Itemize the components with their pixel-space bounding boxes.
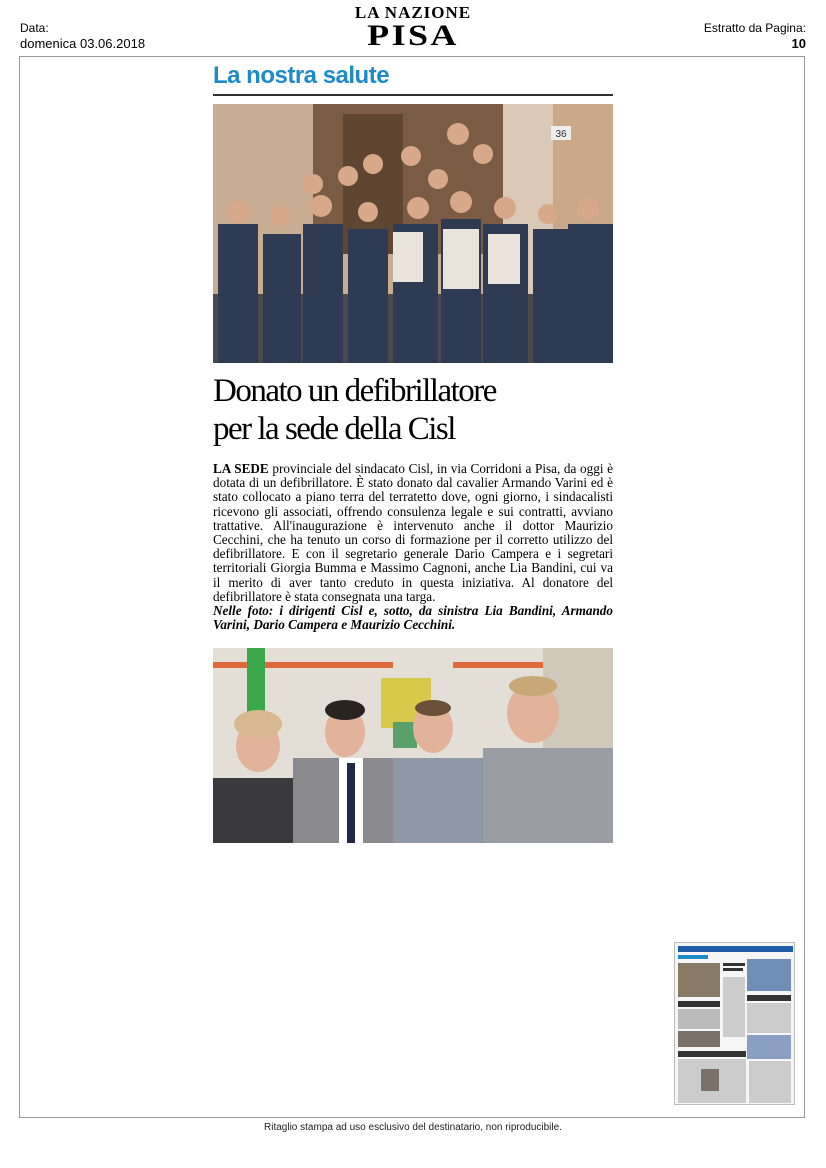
article-body — [213, 462, 613, 632]
page-thumbnail — [674, 942, 795, 1105]
page-thumbnail-illustration — [675, 943, 795, 1105]
group-photo — [213, 104, 613, 363]
date-value: domenica 03.06.2018 — [20, 36, 146, 51]
section-title: La nostra salute — [213, 62, 390, 89]
section-heading — [213, 62, 613, 96]
group-photo-illustration — [213, 104, 613, 363]
house-number: 36 — [555, 129, 567, 140]
article-lead: LA SEDE — [213, 461, 269, 476]
date-label: Data: — [20, 21, 49, 35]
copyright-notice: Ritaglio stampa ad uso esclusivo del destinatario, non riproducibile. — [264, 1122, 562, 1133]
page-block — [704, 20, 806, 52]
headline-line-1: Donato un defibrillatore — [213, 373, 496, 409]
portrait-photo-illustration — [213, 648, 613, 843]
page-label: Estratto da Pagina: — [703, 21, 806, 35]
headline-line-2: per la sede della Cisl — [213, 411, 455, 447]
article-headline — [213, 372, 613, 448]
article-text: provinciale del sindacato Cisl, in via Corridoni a Pisa, da oggi è dotata di un defibrillatore. È stato donato dal cavalier Armando Varini ed è stato collocato a piano terra del terratetto dove, ogni giorno, i sindacalisti ricevono gli associati, offrendo consulenza legale e sui contratti, avviano trattative. All'inaugurazione è intervenuto anche il dottor Maurizio Cecchini, che ha tenuto un corso di formazione per il corretto utilizzo del defibrillatore. E con il segretario generale Dario Campera e i segretari territoriali Giorgia Bumma e Massimo Cagnoni, anche Lia Bandini, cui va il merito di aver tanto creduto in questa iniziativa. Al donatore del defibrillatore è stata consegnata una targa. — [213, 461, 614, 604]
newspaper-masthead — [330, 4, 496, 50]
masthead-city: PISA — [367, 19, 459, 52]
page-number: 10 — [791, 36, 806, 51]
masthead-title: LA NAZIONE — [354, 3, 472, 22]
date-block — [20, 20, 145, 52]
portrait-photo — [213, 648, 613, 843]
photo-caption: Nelle foto: i dirigenti Cisl e, sotto, da sinistra Lia Bandini, Armando Varini, Dario Campera e Maurizio Cecchini. — [213, 603, 613, 633]
